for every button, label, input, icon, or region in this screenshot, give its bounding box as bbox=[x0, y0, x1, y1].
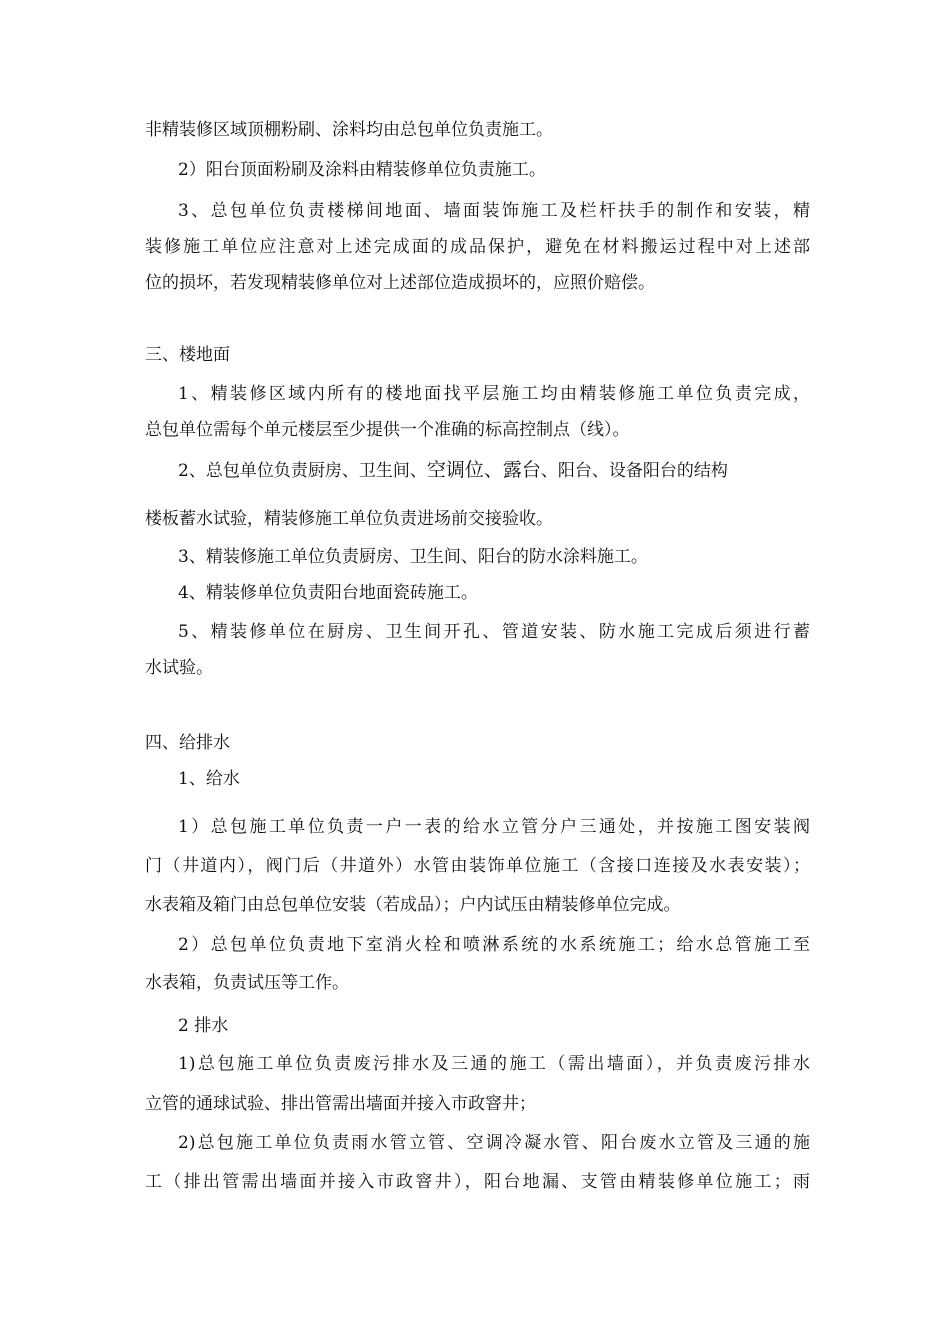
paragraph-line-mixed bbox=[178, 458, 810, 483]
paragraph-line: 位的损坏，若发现精装修单位对上述部位造成损坏的，应照价赔偿。 bbox=[145, 273, 655, 293]
paragraph-line: 工（排出管需出墙面并接入市政窨井），阳台地漏、支管由精装修单位施工；雨 bbox=[145, 1172, 810, 1192]
section-heading: 三、楼地面 bbox=[145, 345, 230, 365]
paragraph-line: 2）总包单位负责地下室消火栓和喷淋系统的水系统施工；给水总管施工至 bbox=[178, 935, 810, 955]
paragraph-line: 1)总包施工单位负责废污排水及三通的施工（需出墙面），并负责废污排水 bbox=[178, 1054, 810, 1074]
paragraph-line: 门（井道内），阀门后（井道外）水管由装饰单位施工（含接口连接及水表安装）； bbox=[145, 856, 810, 876]
paragraph-line: 5、精装修单位在厨房、卫生间开孔、管道安装、防水施工完成后须进行蓄 bbox=[178, 622, 810, 642]
paragraph-line: 装修施工单位应注意对上述完成面的成品保护，避免在材料搬运过程中对上述部 bbox=[145, 237, 810, 257]
paragraph-line: 水试验。 bbox=[145, 658, 213, 678]
paragraph-line: 3、精装修施工单位负责厨房、卫生间、阳台的防水涂料施工。 bbox=[178, 547, 648, 567]
text-run-emphasis: 空调位、露台 bbox=[426, 459, 541, 481]
paragraph-line: 3、总包单位负责楼梯间地面、墙面装饰施工及栏杆扶手的制作和安装，精 bbox=[178, 201, 810, 221]
paragraph-line: 总包单位需每个单元楼层至少提供一个准确的标高控制点（线）。 bbox=[145, 420, 630, 440]
subsection-heading: 1、给水 bbox=[178, 769, 240, 789]
paragraph-line: 楼板蓄水试验，精装修施工单位负责进场前交接验收。 bbox=[145, 509, 553, 529]
paragraph-line: 2）阳台顶面粉刷及涂料由精装修单位负责施工。 bbox=[178, 160, 546, 180]
text-run: 、阳台、设备阳台的结构 bbox=[540, 461, 728, 481]
paragraph-line: 立管的通球试验、排出管需出墙面并接入市政窨井； bbox=[145, 1094, 536, 1114]
subsection-heading: 2 排水 bbox=[178, 1016, 229, 1036]
paragraph-line: 2)总包施工单位负责雨水管立管、空调冷凝水管、阳台废水立管及三通的施 bbox=[178, 1133, 810, 1153]
paragraph-line: 水表箱，负责试压等工作。 bbox=[145, 973, 349, 993]
paragraph-line: 4、精装修单位负责阳台地面瓷砖施工。 bbox=[178, 583, 478, 603]
section-heading: 四、给排水 bbox=[145, 733, 230, 753]
text-run: 2、总包单位负责厨房、卫生间、 bbox=[178, 461, 427, 481]
paragraph-line: 非精装修区域顶棚粉刷、涂料均由总包单位负责施工。 bbox=[145, 120, 553, 140]
paragraph-line: 1、精装修区域内所有的楼地面找平层施工均由精装修施工单位负责完成， bbox=[178, 384, 810, 404]
paragraph-line: 水表箱及箱门由总包单位安装（若成品）；户内试压由精装修单位完成。 bbox=[145, 895, 681, 915]
paragraph-line: 1）总包施工单位负责一户一表的给水立管分户三通处，并按施工图安装阀 bbox=[178, 817, 810, 837]
